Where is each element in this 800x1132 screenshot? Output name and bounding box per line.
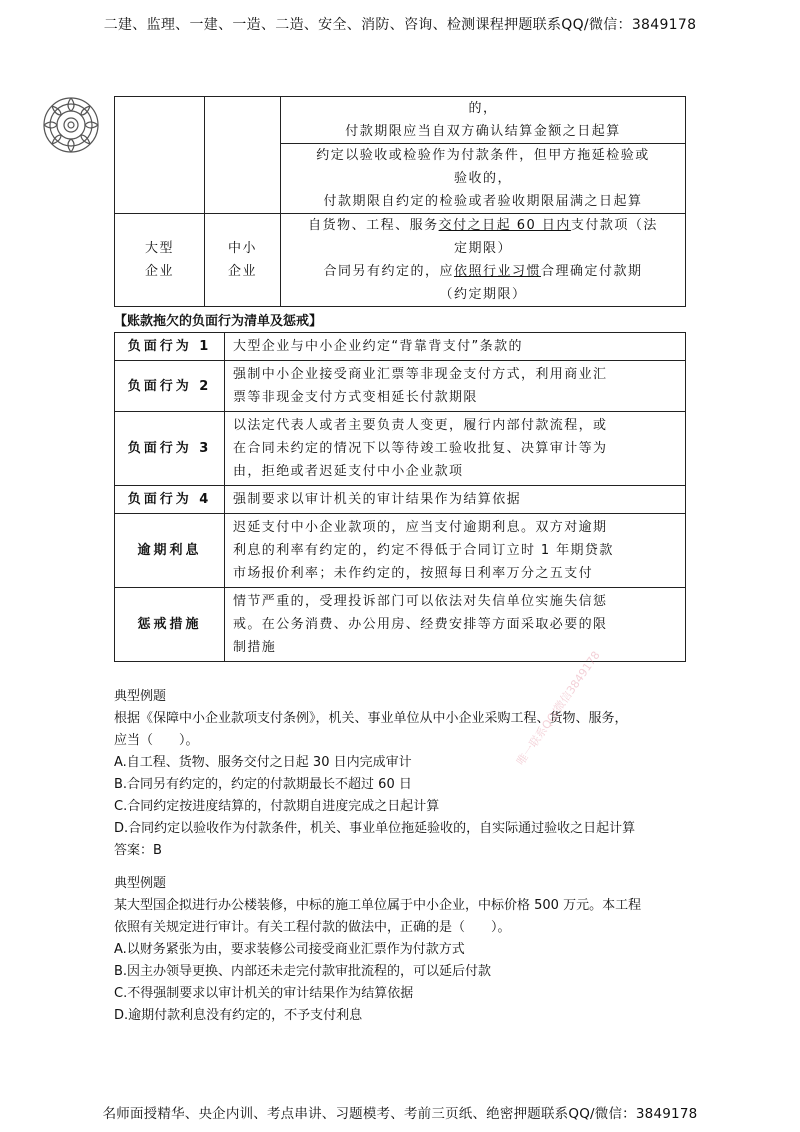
row-text-line: 强制要求以审计机关的审计结果作为结算依据 <box>233 492 522 507</box>
row-text-line: 由，拒绝或者迟延支付中小企业款项 <box>233 464 464 479</box>
question-title: 典型例题 <box>114 689 167 704</box>
row-label: 逾期利息 <box>115 514 225 588</box>
row-text-line: 戒。在公务消费、办公用房、经费安排等方面采取必要的限 <box>233 617 608 632</box>
answer: 答案：B <box>114 843 162 858</box>
row-text-line: 情节严重的，受理投诉部门可以依法对失信单位实施失信惩 <box>233 594 608 609</box>
example-question-2 <box>114 873 694 1027</box>
row-label: 惩戒措施 <box>115 588 225 662</box>
question-stem: 应当（ ）。 <box>114 733 199 748</box>
question-title: 典型例题 <box>114 876 167 891</box>
section-title: 【账款拖欠的负面行为清单及惩戒】 <box>114 314 323 329</box>
negative-behavior-table <box>114 332 686 662</box>
row-text <box>225 486 686 514</box>
row-text-line: 市场报价利率；未作约定的，按照每日利率万分之五支付 <box>233 566 594 581</box>
page-footer: 名师面授精华、央企内训、考点串讲、习题模考、考前三页纸、绝密押题联系QQ/微信：3849178 <box>102 1106 698 1122</box>
row-label: 负面行为 2 <box>115 361 225 412</box>
seal-logo-icon <box>42 96 100 154</box>
row-text <box>225 514 686 588</box>
row-text-line: 票等非现金支付方式变相延长付款期限 <box>233 390 478 405</box>
question-stem: 某大型国企拟进行办公楼装修，中标的施工单位属于中小企业，中标价格 500 万元。本工程 <box>114 898 642 913</box>
question-stem: 根据《保障中小企业款项支付条例》，机关、事业单位从中小企业采购工程、货物、服务， <box>114 711 628 726</box>
table2-row <box>115 412 686 486</box>
row-text-line: 强制中小企业接受商业汇票等非现金支付方式，利用商业汇 <box>233 367 608 382</box>
table1-large-enterprise: 大型 企业 <box>115 214 205 307</box>
row-text <box>225 412 686 486</box>
table1-cell-confirm: 的， 付款期限应当自双方确认结算金额之日起算 <box>281 97 686 144</box>
row-text-line: 以法定代表人或者主要负责人变更，履行内部付款流程，或 <box>233 418 608 433</box>
table1-cell-inspection: 约定以验收或检验作为付款条件，但甲方拖延检验或 验收的， 付款期限自约定的检验或者验收期限届满之日起算 <box>281 144 686 214</box>
option-b: B.合同另有约定的，约定的付款期最长不超过 60 日 <box>114 777 412 792</box>
table2-row <box>115 333 686 361</box>
table2-row <box>115 486 686 514</box>
row-label: 负面行为 4 <box>115 486 225 514</box>
row-text-line: 制措施 <box>233 640 277 655</box>
option-c: C.合同约定按进度结算的，付款期自进度完成之日起计算 <box>114 799 440 814</box>
payment-term-table <box>114 96 686 307</box>
option-a: A.自工程、货物、服务交付之日起 30 日内完成审计 <box>114 755 412 770</box>
watermark: 唯一联系QQ/微信3849178 <box>514 648 603 768</box>
row-text <box>225 588 686 662</box>
row-label: 负面行为 3 <box>115 412 225 486</box>
table1-cell-deadline: 自货物、工程、服务交付之日起 60 日内支付款项（法 定期限） 合同另有约定的，应依照行业习惯合理确定付款期 （约定期限） <box>281 214 686 307</box>
table2-row <box>115 588 686 662</box>
option-b: B.因主办领导更换、内部还未走完付款审批流程的，可以延后付款 <box>114 964 492 979</box>
table2-row <box>115 361 686 412</box>
page-header: 二建、监理、一建、一造、二造、安全、消防、咨询、检测课程押题联系QQ/微信：3849178 <box>103 17 697 33</box>
row-text-line: 利息的利率有约定的，约定不得低于合同订立时 1 年期贷款 <box>233 543 614 558</box>
option-a: A.以财务紧张为由，要求装修公司接受商业汇票作为付款方式 <box>114 942 465 957</box>
row-text-line: 迟延支付中小企业款项的，应当支付逾期利息。双方对逾期 <box>233 520 608 535</box>
table1-sme: 中小 企业 <box>205 214 281 307</box>
option-d: D.逾期付款利息没有约定的，不予支付利息 <box>114 1008 363 1023</box>
row-text <box>225 361 686 412</box>
table1-empty-cell <box>115 97 205 214</box>
example-question-1 <box>114 686 694 862</box>
table1-empty-cell <box>205 97 281 214</box>
row-label: 负面行为 1 <box>115 333 225 361</box>
row-text-line: 在合同未约定的情况下以等待竣工验收批复、决算审计等为 <box>233 441 608 456</box>
option-d: D.合同约定以验收作为付款条件，机关、事业单位拖延验收的，自实际通过验收之日起计算 <box>114 821 636 836</box>
row-text <box>225 333 686 361</box>
row-text-line: 大型企业与中小企业约定“背靠背支付”条款的 <box>233 339 523 354</box>
option-c: C.不得强制要求以审计机关的审计结果作为结算依据 <box>114 986 414 1001</box>
table2-row <box>115 514 686 588</box>
question-stem: 依照有关规定进行审计。有关工程付款的做法中，正确的是（ ）。 <box>114 920 511 935</box>
